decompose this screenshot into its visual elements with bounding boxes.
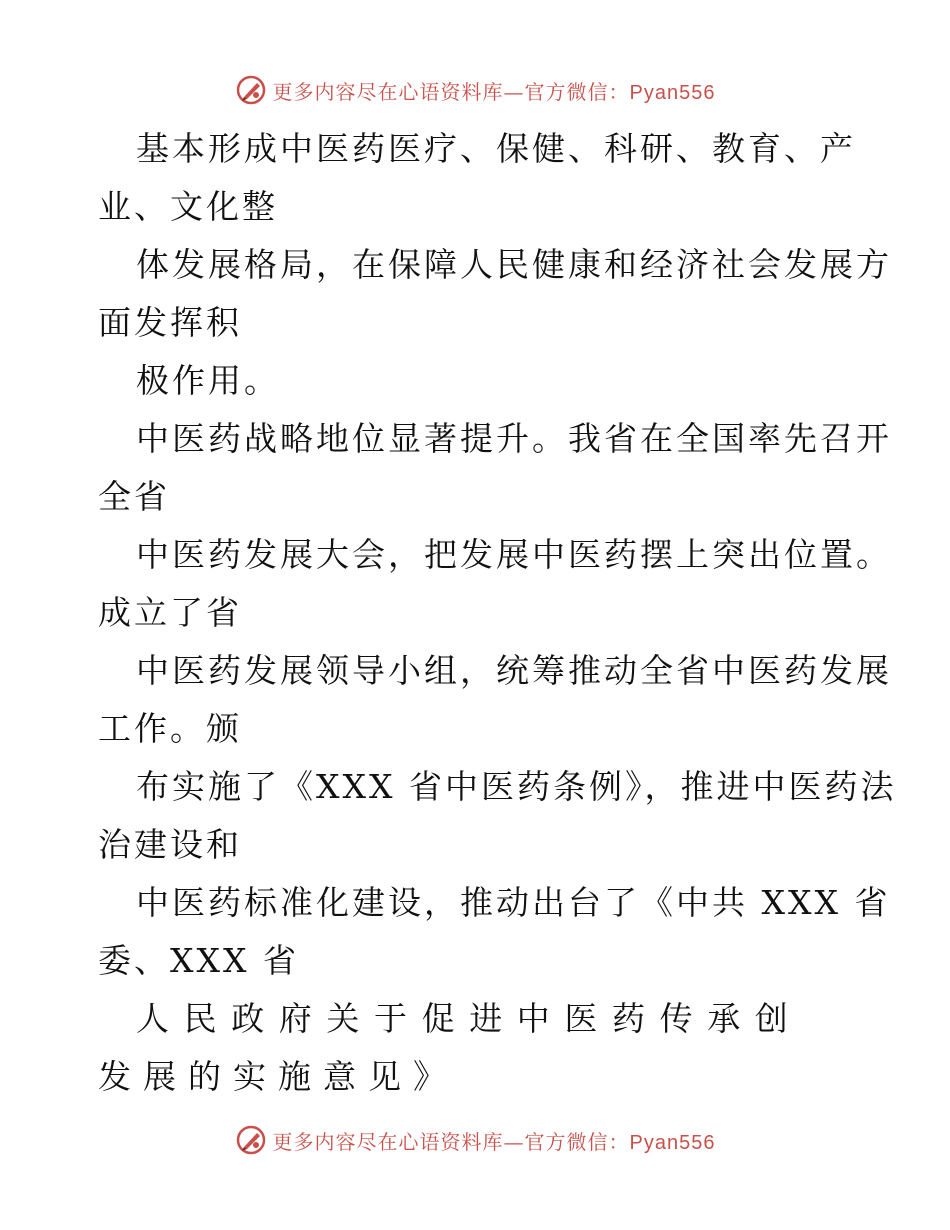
text-line: 全省 <box>98 477 170 516</box>
text-line: 体发展格局，在保障人民健康和经济社会发展方 <box>136 245 892 284</box>
text-line: 业、文化整 <box>98 187 278 226</box>
text-line: 基本形成中医药医疗、保健、科研、教育、产 <box>136 129 856 168</box>
text-line: 工作。颁 <box>98 709 242 748</box>
pen-logo-icon <box>235 74 267 106</box>
text-line: 极作用。 <box>136 361 280 400</box>
document-body <box>98 120 897 1106</box>
footer-watermark <box>0 1120 950 1160</box>
text-line: 委、XXX 省 <box>98 941 299 980</box>
text-line: 中医药标准化建设，推动出台了《中共 XXX 省 <box>136 883 891 922</box>
text-line: 布实施了《XXX 省中医药条例》，推进中医药法 <box>136 767 897 806</box>
text-line: 人民政府关于促进中医药传承创 <box>136 999 803 1038</box>
text-line: 发展的实施意见》 <box>98 1057 458 1096</box>
watermark-text: 更多内容尽在心语资料库—官方微信：Pyan556 <box>272 1129 716 1154</box>
text-line: 成立了省 <box>98 593 242 632</box>
header-watermark <box>0 70 950 110</box>
text-line: 中医药发展大会，把发展中医药摆上突出位置。 <box>136 535 892 574</box>
text-line: 面发挥积 <box>98 303 242 342</box>
pen-logo-icon <box>235 1124 267 1156</box>
text-line: 中医药战略地位显著提升。我省在全国率先召开 <box>136 419 892 458</box>
watermark-text: 更多内容尽在心语资料库—官方微信：Pyan556 <box>272 79 716 104</box>
text-line: 中医药发展领导小组，统筹推动全省中医药发展 <box>136 651 892 690</box>
text-line: 治建设和 <box>98 825 242 864</box>
